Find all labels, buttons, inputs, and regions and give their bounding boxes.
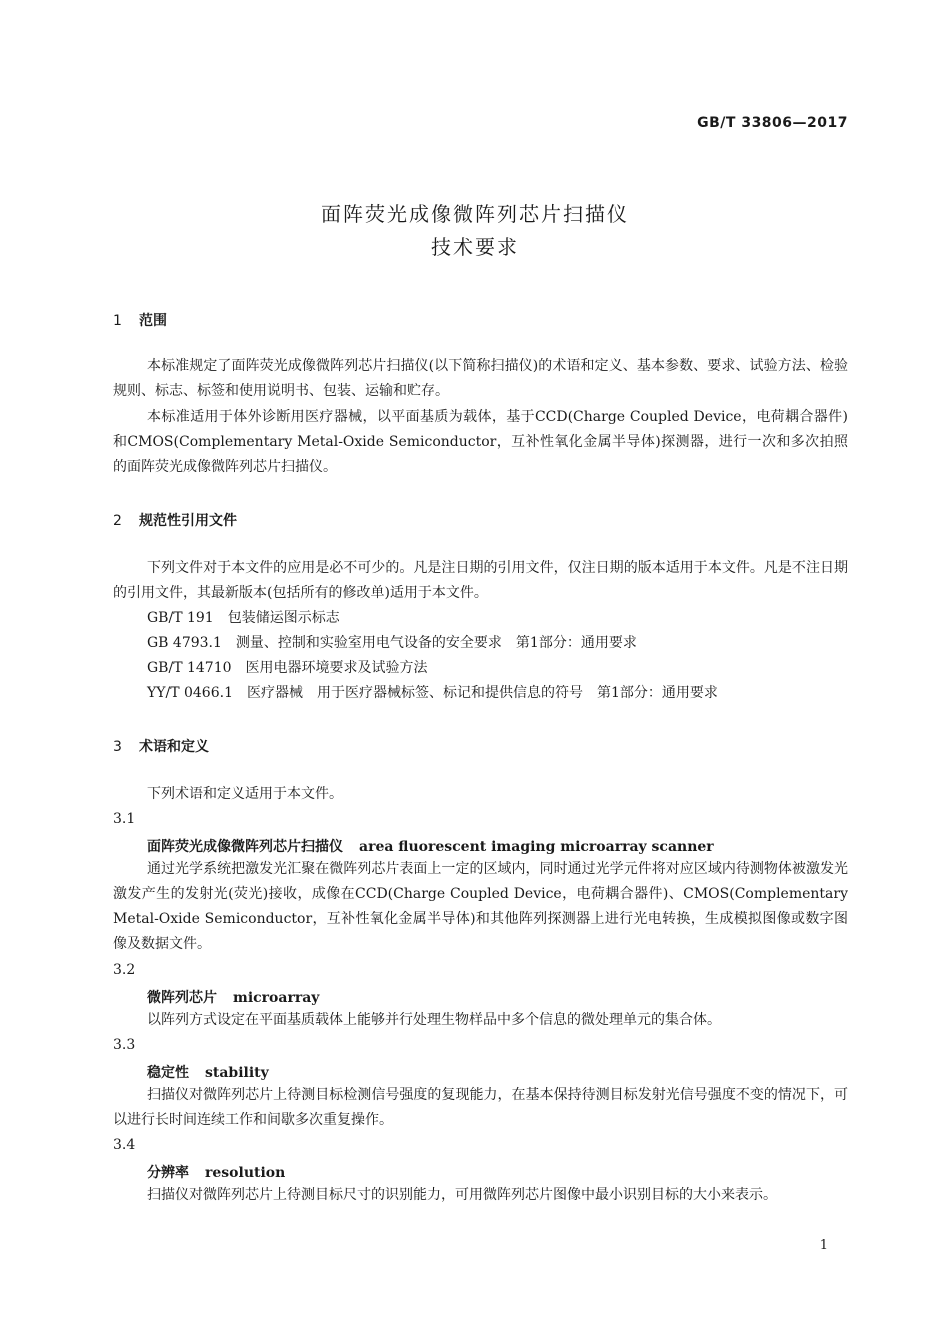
term-zh: 面阵荧光成像微阵列芯片扫描仪 bbox=[147, 839, 343, 855]
reference-item: GB 4793.1 测量、控制和实验室用电气设备的安全要求 第1部分：通用要求 bbox=[147, 635, 637, 651]
term-definition: 通过光学系统把激发光汇聚在微阵列芯片表面上一定的区域内，同时通过光学元件将对应区域内待测物体被激发光激发产生的发射光(荧光)接收，成像在CCD(Charge Coupled Device，电荷耦合器件)、CMOS(Complementary Metal-Oxide Semiconductor，互补性氧化金属半导体)和其他阵列探测器上进行光电转换，生成模拟图像或数字图像及数据文件。 bbox=[113, 861, 848, 952]
section-heading-references bbox=[113, 510, 237, 530]
term-zh: 分辨率 bbox=[147, 1165, 189, 1181]
reference-item: GB/T 14710 医用电器环境要求及试验方法 bbox=[147, 660, 428, 676]
page-number: 1 bbox=[819, 1238, 828, 1253]
term-en: area fluorescent imaging microarray scanner bbox=[359, 839, 714, 855]
section-heading-scope bbox=[113, 310, 167, 330]
paragraph: 本标准适用于体外诊断用医疗器械，以平面基质为载体，基于CCD(Charge Coupled Device，电荷耦合器件)和CMOS(Complementary Metal-Oxide Semiconductor，互补性氧化金属半导体)探测器，进行一次和多次拍照的面阵荧光成像微阵列芯片扫描仪。 bbox=[113, 409, 848, 475]
document-title: 面阵荧光成像微阵列芯片扫描仪 bbox=[321, 202, 629, 226]
term-en: stability bbox=[205, 1065, 269, 1081]
term-heading bbox=[147, 836, 714, 856]
document-subtitle: 技术要求 bbox=[431, 235, 519, 259]
term-heading bbox=[147, 987, 319, 1007]
term-definition: 以阵列方式设定在平面基质载体上能够并行处理生物样品中多个信息的微处理单元的集合体。 bbox=[147, 1012, 721, 1028]
clause-number: 3.2 bbox=[113, 962, 136, 978]
reference-item: GB/T 191 包装储运图示标志 bbox=[147, 610, 340, 626]
term-heading bbox=[147, 1062, 269, 1082]
term-en: resolution bbox=[205, 1165, 286, 1181]
section-title: 术语和定义 bbox=[139, 739, 209, 755]
section-number: 1 bbox=[113, 313, 122, 329]
section-title: 范围 bbox=[139, 313, 167, 329]
section-heading-terms bbox=[113, 736, 209, 756]
standard-number: GB/T 33806—2017 bbox=[697, 115, 848, 131]
clause-number: 3.1 bbox=[113, 811, 136, 827]
paragraph: 下列文件对于本文件的应用是必不可少的。凡是注日期的引用文件，仅注日期的版本适用于本文件。凡是不注日期的引用文件，其最新版本(包括所有的修改单)适用于本文件。 bbox=[113, 560, 848, 601]
term-zh: 微阵列芯片 bbox=[147, 990, 217, 1006]
reference-item: YY/T 0466.1 医疗器械 用于医疗器械标签、标记和提供信息的符号 第1部分：通用要求 bbox=[147, 685, 718, 701]
paragraph: 下列术语和定义适用于本文件。 bbox=[147, 786, 343, 802]
term-definition: 扫描仪对微阵列芯片上待测目标尺寸的识别能力，可用微阵列芯片图像中最小识别目标的大小来表示。 bbox=[147, 1187, 777, 1203]
term-heading bbox=[147, 1162, 285, 1182]
section-number: 3 bbox=[113, 739, 122, 755]
term-en: microarray bbox=[233, 990, 320, 1006]
clause-number: 3.4 bbox=[113, 1137, 136, 1153]
section-number: 2 bbox=[113, 513, 122, 529]
term-zh: 稳定性 bbox=[147, 1065, 189, 1081]
paragraph: 本标准规定了面阵荧光成像微阵列芯片扫描仪(以下简称扫描仪)的术语和定义、基本参数、要求、试验方法、检验规则、标志、标签和使用说明书、包装、运输和贮存。 bbox=[113, 358, 848, 399]
clause-number: 3.3 bbox=[113, 1037, 136, 1053]
section-title: 规范性引用文件 bbox=[139, 513, 237, 529]
term-definition: 扫描仪对微阵列芯片上待测目标检测信号强度的复现能力，在基本保持待测目标发射光信号强度不变的情况下，可以进行长时间连续工作和间歇多次重复操作。 bbox=[113, 1087, 848, 1128]
